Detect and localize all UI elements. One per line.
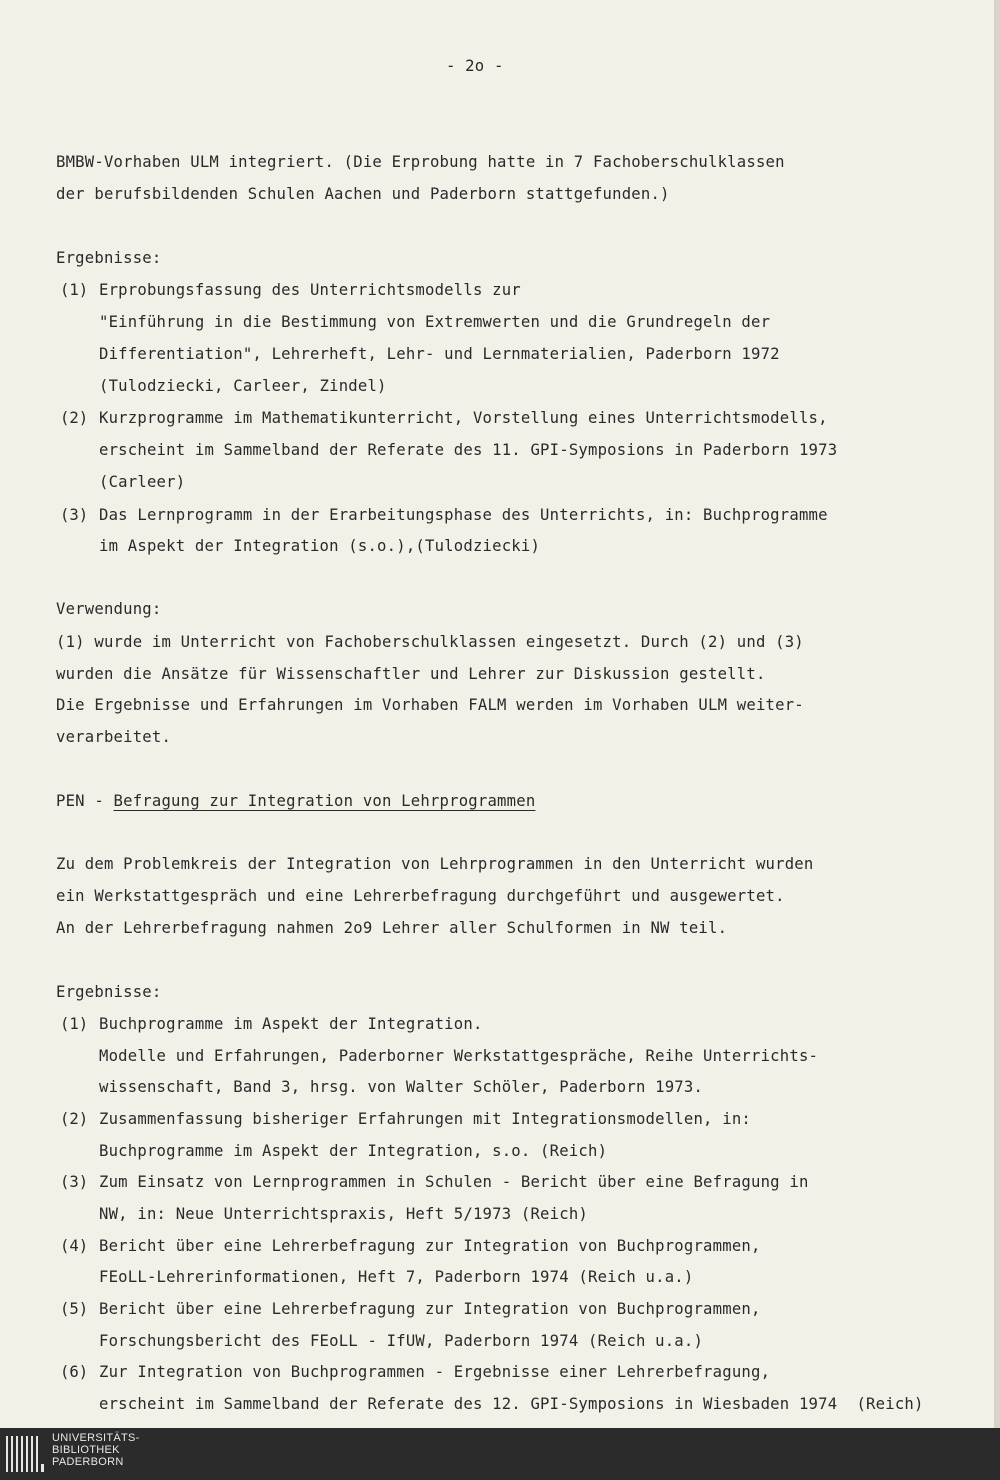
text-line: Zum Einsatz von Lernprogrammen in Schulen - Bericht über eine Befragung in <box>99 1173 809 1191</box>
text-line: Erprobungsfassung des Unterrichtsmodells zur <box>99 281 521 299</box>
item-number: (2) <box>60 1110 89 1128</box>
text-line: (Carleer) <box>99 473 186 491</box>
text-line: Forschungsbericht des FEoLL - IfUW, Paderborn 1974 (Reich u.a.) <box>99 1332 704 1350</box>
text-line: FEoLL-Lehrerinformationen, Heft 7, Paderborn 1974 (Reich u.a.) <box>99 1268 694 1286</box>
text-line: Die Ergebnisse und Erfahrungen im Vorhaben FALM werden im Vorhaben ULM weiter- <box>56 696 804 714</box>
text-line: BMBW-Vorhaben ULM integriert. (Die Erprobung hatte in 7 Fachoberschulklassen <box>56 153 785 171</box>
text-line: Bericht über eine Lehrerbefragung zur Integration von Buchprogrammen, <box>99 1300 761 1318</box>
item-number: (3) <box>60 1173 89 1191</box>
text-line: Zu dem Problemkreis der Integration von Lehrprogrammen in den Unterricht wurden <box>56 855 814 873</box>
section-code: PEN - <box>56 792 114 810</box>
text-line: Modelle und Erfahrungen, Paderborner Werkstattgespräche, Reihe Unterrichts- <box>99 1047 819 1065</box>
results-heading: Ergebnisse: <box>56 983 162 1001</box>
library-name <box>52 1432 140 1468</box>
text-line: (Tulodziecki, Carleer, Zindel) <box>99 377 387 395</box>
text-line: NW, in: Neue Unterrichtspraxis, Heft 5/1973 (Reich) <box>99 1205 588 1223</box>
text-line: erscheint im Sammelband der Referate des 11. GPI-Symposions in Paderborn 1973 <box>99 441 838 459</box>
usage-heading: Verwendung: <box>56 600 162 618</box>
text-line: Differentiation", Lehrerheft, Lehr- und Lernmaterialien, Paderborn 1972 <box>99 345 780 363</box>
text-line: Zur Integration von Buchprogrammen - Ergebnisse einer Lehrerbefragung, <box>99 1363 771 1381</box>
library-footer <box>0 1428 1000 1480</box>
results-heading: Ergebnisse: <box>56 249 162 267</box>
text-line: wissenschaft, Band 3, hrsg. von Walter Schöler, Paderborn 1973. <box>99 1078 704 1096</box>
text-line: Bericht über eine Lehrerbefragung zur Integration von Buchprogrammen, <box>99 1237 761 1255</box>
text-line: "Einführung in die Bestimmung von Extremwerten und die Grundregeln der <box>99 313 771 331</box>
text-line: Zusammenfassung bisheriger Erfahrungen mit Integrationsmodellen, in: <box>99 1110 751 1128</box>
text-line: Das Lernprogramm in der Erarbeitungsphase des Unterrichts, in: Buchprogramme <box>99 506 828 524</box>
logo-line: PADERBORN <box>52 1456 124 1468</box>
item-number: (4) <box>60 1237 89 1255</box>
text-line: ein Werkstattgespräch und eine Lehrerbefragung durchgeführt und ausgewertet. <box>56 887 785 905</box>
text-line: Buchprogramme im Aspekt der Integration, s.o. (Reich) <box>99 1142 608 1160</box>
section-heading <box>56 791 535 811</box>
text-line: (1) wurde im Unterricht von Fachoberschulklassen eingesetzt. Durch (2) und (3) <box>56 633 804 651</box>
text-line: Buchprogramme im Aspekt der Integration. <box>99 1015 483 1033</box>
text-line: wurden die Ansätze für Wissenschaftler und Lehrer zur Diskussion gestellt. <box>56 665 766 683</box>
page-number: - 2o - <box>446 57 504 75</box>
section-title: Befragung zur Integration von Lehrprogrammen <box>113 792 536 810</box>
logo-line: UNIVERSITÄTS- <box>52 1432 140 1444</box>
text-line: Kurzprogramme im Mathematikunterricht, Vorstellung eines Unterrichtsmodells, <box>99 409 828 427</box>
text-line: der berufsbildenden Schulen Aachen und Paderborn stattgefunden.) <box>56 185 670 203</box>
library-logo-icon <box>4 1432 44 1476</box>
logo-line: BIBLIOTHEK <box>52 1444 120 1456</box>
item-number: (2) <box>60 409 89 427</box>
item-number: (3) <box>60 506 89 524</box>
page-edge <box>994 0 1000 1428</box>
text-line: im Aspekt der Integration (s.o.),(Tulodziecki) <box>99 537 541 555</box>
text-line: erscheint im Sammelband der Referate des 12. GPI-Symposions in Wiesbaden 1974 (Reich) <box>99 1395 924 1413</box>
text-line: An der Lehrerbefragung nahmen 2o9 Lehrer aller Schulformen in NW teil. <box>56 919 728 937</box>
item-number: (5) <box>60 1300 89 1318</box>
item-number: (1) <box>60 281 89 299</box>
item-number: (6) <box>60 1363 89 1381</box>
item-number: (1) <box>60 1015 89 1033</box>
text-line: verarbeitet. <box>56 728 172 746</box>
